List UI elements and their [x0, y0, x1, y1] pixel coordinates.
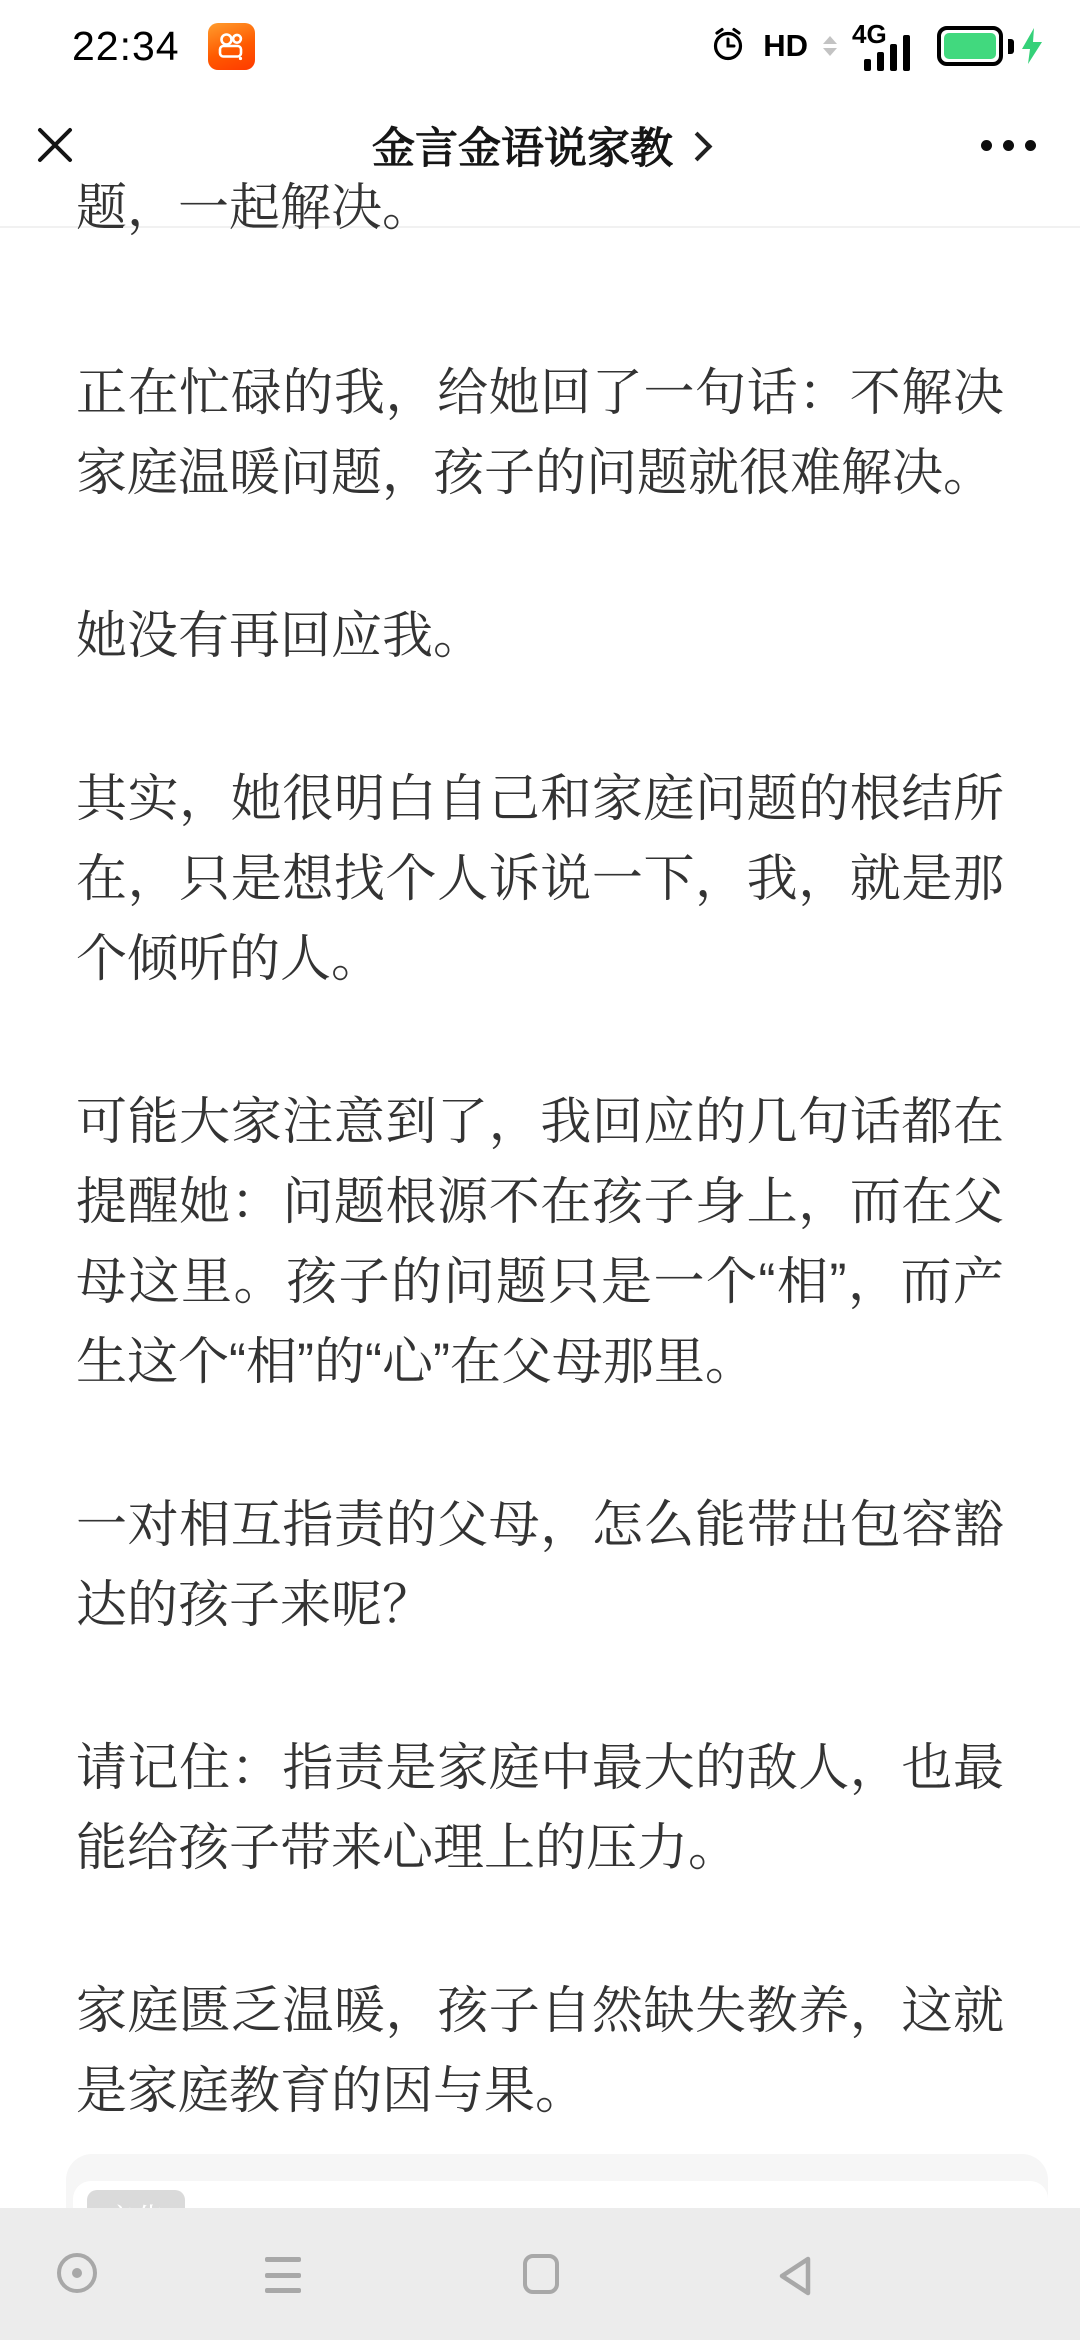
clipped-paragraph: 题，一起解决。 [76, 179, 434, 236]
paragraph: 家庭匮乏温暖，孩子自然缺失教养，这就是家庭教育的因与果。 [76, 1982, 1004, 2119]
battery-icon [937, 26, 1046, 66]
paragraph: 她没有再回应我。 [76, 607, 485, 664]
paragraph: 一对相互指责的父母，怎么能带出包容豁达的孩子来呢？ [76, 1496, 1004, 1633]
system-nav-bar [0, 2208, 1080, 2340]
kuaishou-notification-icon [208, 23, 255, 70]
recents-icon[interactable] [265, 2257, 301, 2293]
paragraph: 正在忙碌的我，给她回了一句话：不解决家庭温暖问题，孩子的问题就很难解决。 [76, 364, 1004, 501]
data-arrows-icon [823, 36, 837, 56]
close-icon[interactable] [34, 124, 76, 166]
signal-bars-icon [852, 19, 918, 73]
paragraph: 其实，她很明白自己和家庭问题的根结所在，只是想找个人诉说一下，我，就是那个倾听的人。 [76, 770, 1004, 987]
official-account-title[interactable] [372, 115, 708, 176]
paragraph: 请记住：指责是家庭中最大的敌人，也最能给孩子带来心理上的压力。 [76, 1739, 1004, 1876]
article-content [0, 179, 1080, 2208]
hd-voice-indicator: HD [763, 28, 808, 63]
assist-circle-icon[interactable] [57, 2253, 97, 2293]
charging-bolt-icon [1018, 26, 1046, 66]
chevron-right-icon [683, 131, 713, 161]
paragraph: 可能大家注意到了，我回应的几句话都在提醒她：问题根源不在孩子身上，而在父母这里。孩子的问题只是一个“相”，而产生这个“相”的“心”在父母那里。 [76, 1093, 1004, 1390]
more-menu-button[interactable] [981, 130, 1036, 161]
home-icon[interactable] [523, 2254, 559, 2294]
page-title: 金言金语说家教 [372, 124, 673, 173]
network-type-label: 4G [852, 19, 887, 49]
alarm-icon [708, 24, 748, 69]
status-bar [0, 0, 1080, 92]
status-time: 22:34 [72, 22, 180, 69]
back-icon[interactable] [772, 2251, 818, 2306]
